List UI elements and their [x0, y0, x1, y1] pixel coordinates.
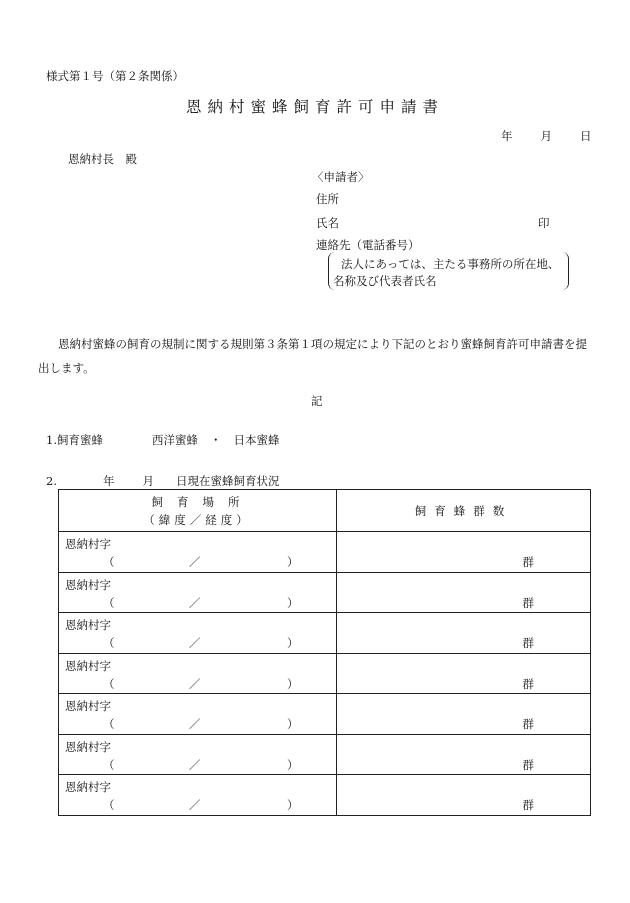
table-row	[59, 572, 591, 613]
date-line	[501, 128, 592, 144]
colony-unit: 群	[522, 555, 534, 569]
coord-close: ）	[287, 717, 299, 731]
option-japanese-bee: 日本蜜蜂	[233, 433, 280, 447]
place-cell[interactable]	[59, 694, 337, 735]
coord-close: ）	[287, 798, 299, 812]
place-prefix: 恩納村字	[65, 699, 111, 713]
addressee: 恩納村長 殿	[68, 152, 137, 166]
coord-close: ）	[287, 595, 299, 610]
count-cell[interactable]	[337, 775, 591, 816]
colony-unit: 群	[522, 636, 534, 650]
date-month: 月	[540, 129, 552, 143]
coord-close: ）	[287, 676, 299, 691]
colony-unit: 群	[522, 717, 534, 731]
table-row	[59, 532, 591, 573]
place-cell[interactable]	[59, 775, 337, 816]
date-year: 年	[501, 129, 513, 143]
item2-year: 年	[102, 474, 115, 488]
coord-open: （	[103, 757, 115, 772]
item2-status-heading	[46, 473, 279, 489]
place-cell[interactable]	[59, 613, 337, 654]
name-label: 氏名	[316, 216, 339, 230]
colony-unit: 群	[522, 676, 534, 691]
place-cell[interactable]	[59, 653, 337, 694]
coord-close: ）	[287, 555, 299, 569]
count-cell[interactable]	[337, 653, 591, 694]
count-cell[interactable]	[337, 734, 591, 775]
header-place-line1: 飼育場所	[151, 494, 254, 509]
place-prefix: 恩納村字	[65, 618, 111, 632]
applicant-label: 〈申請者〉	[312, 170, 370, 184]
place-prefix: 恩納村字	[65, 739, 111, 754]
corporate-note-line2: 名称及び代表者氏名	[333, 274, 437, 288]
table-row	[59, 734, 591, 775]
header-colony-count: 飼育蜂群数	[337, 490, 591, 532]
coord-slash: ／	[189, 555, 201, 569]
table-row	[59, 775, 591, 816]
item1-bee-type	[46, 432, 279, 448]
place-cell[interactable]	[59, 572, 337, 613]
option-western-bee: 西洋蜜蜂	[151, 433, 198, 447]
header-breeding-place	[59, 490, 337, 532]
coord-open: （	[103, 555, 115, 569]
coord-close: ）	[287, 757, 299, 772]
coord-close: ）	[287, 636, 299, 650]
seal-mark: 印	[538, 216, 550, 230]
coord-open: （	[103, 595, 115, 610]
place-prefix: 恩納村字	[65, 780, 111, 794]
colony-unit: 群	[522, 595, 534, 610]
colony-unit: 群	[522, 798, 534, 812]
address-label: 住所	[316, 192, 339, 206]
item2-number: 2.	[46, 474, 57, 488]
date-day: 日	[580, 129, 592, 143]
table-header-row	[59, 490, 591, 532]
table-row	[59, 694, 591, 735]
colony-unit: 群	[522, 757, 534, 772]
application-statement: 恩納村蜜蜂の飼育の規制に関する規則第３条第１項の規定により下記のとおり蜜蜂飼育許可申請書を提出します。	[38, 337, 587, 375]
form-number: 様式第１号（第２条関係）	[46, 69, 184, 83]
item1-label: 1.飼育蜜蜂	[46, 433, 103, 447]
place-cell[interactable]	[59, 532, 337, 573]
breeding-status-table	[58, 489, 591, 816]
place-cell[interactable]	[59, 734, 337, 775]
count-cell[interactable]	[337, 532, 591, 573]
place-prefix: 恩納村字	[65, 577, 111, 592]
table-row	[59, 613, 591, 654]
option-separator: ・	[209, 433, 222, 447]
coord-open: （	[103, 717, 115, 731]
count-cell[interactable]	[337, 572, 591, 613]
ki-heading: 記	[311, 394, 323, 408]
coord-open: （	[103, 798, 115, 812]
coord-open: （	[103, 636, 115, 650]
contact-label: 連絡先（電話番号）	[316, 238, 420, 252]
coord-slash: ／	[189, 636, 201, 650]
count-cell[interactable]	[337, 694, 591, 735]
coord-slash: ／	[189, 717, 201, 731]
item2-month: 月	[142, 474, 154, 488]
corporate-note-line1: 法人にあっては、主たる事務所の所在地、	[341, 257, 560, 271]
coord-open: （	[103, 676, 115, 691]
item2-label: 日現在蜜蜂飼育状況	[175, 474, 280, 488]
coord-slash: ／	[189, 798, 201, 812]
place-prefix: 恩納村字	[65, 658, 111, 673]
coord-slash: ／	[189, 595, 201, 610]
coord-slash: ／	[189, 757, 201, 772]
header-place-line2: （緯度／経度）	[143, 512, 252, 527]
count-cell[interactable]	[337, 613, 591, 654]
coord-slash: ／	[189, 676, 201, 691]
table-row	[59, 653, 591, 694]
document-title: 恩納村蜜蜂飼育許可申請書	[185, 98, 444, 116]
place-prefix: 恩納村字	[65, 537, 111, 551]
